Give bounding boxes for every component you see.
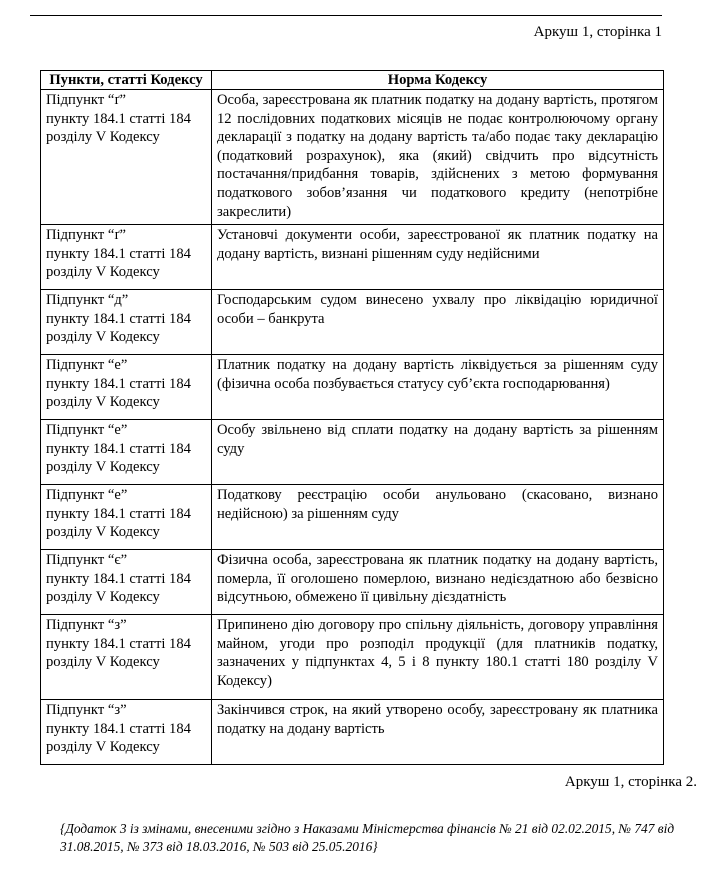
section-label: розділу V Кодексу: [46, 329, 160, 346]
section-label: розділу V Кодексу: [46, 459, 160, 476]
section-label: розділу V Кодексу: [46, 264, 160, 281]
article-reference-cell: [41, 550, 212, 615]
norm-text-cell: Податкову реєстрацію особи анульовано (скасовано, визнано недійсною) за рішенням суду: [212, 485, 664, 550]
column-header-articles: Пункти, статті Кодексу: [41, 71, 212, 90]
norm-text-cell: Закінчився строк, на який утворено особу, зареєстровану як платника податку на додану вартість: [212, 700, 664, 765]
norm-text-cell: Платник податку на додану вартість ліквідується за рішенням суду (фізична особа позбувається статусу суб’єкта господарювання): [212, 355, 664, 420]
column-header-norm: Норма Кодексу: [212, 71, 664, 90]
article-reference-cell: [41, 485, 212, 550]
article-reference-cell: [41, 420, 212, 485]
subparagraph-label: Підпункт “е”: [46, 357, 128, 373]
norm-text-cell: Особа, зареєстрована як платник податку на додану вартість, протягом 12 послідовних податкових місяців не подає контролюючому органу декларації з податку на додану вартість та/або подає таку декларацію (податковий розрахунок), яка (який) свідчить про відсутність постачання/придбання товарів, здійснених з метою формування податкового зобов’язання чи податкового кредиту (непотрібне закреслити): [212, 90, 664, 225]
norm-text-cell: Фізична особа, зареєстрована як платник податку на додану вартість, померла, її оголошено померлою, визнано недієздатною або безвісно відсутньою, обмежено її цивільну дієздатність: [212, 550, 664, 615]
table-row: [41, 290, 664, 355]
amendment-note: {Додаток 3 із змінами, внесеними згідно з Наказами Міністерства фінансів № 21 від 02.02.2015, № 747 від 31.08.2015, № 373 від 18.03.2016, № 503 від 25.05.2016}: [60, 821, 675, 854]
norm-text-cell: Особу звільнено від сплати податку на додану вартість за рішенням суду: [212, 420, 664, 485]
article-reference-cell: [41, 225, 212, 290]
table-row: [41, 615, 664, 700]
paragraph-label: пункту 184.1 статті 184: [46, 375, 191, 392]
table-row: [41, 700, 664, 765]
norm-text-cell: Господарським судом винесено ухвалу про ліквідацію юридичної особи – банкрута: [212, 290, 664, 355]
paragraph-label: пункту 184.1 статті 184: [46, 570, 191, 587]
sheet-page-label-bottom: Аркуш 1, сторінка 2.: [564, 774, 697, 790]
top-divider: [30, 15, 662, 16]
table-row: [41, 550, 664, 615]
table-header-row: [41, 71, 664, 90]
paragraph-label: пункту 184.1 статті 184: [46, 110, 191, 127]
section-label: розділу V Кодексу: [46, 524, 160, 541]
paragraph-label: пункту 184.1 статті 184: [46, 245, 191, 262]
article-reference-cell: [41, 290, 212, 355]
table-row: [41, 355, 664, 420]
norm-text-cell: Припинено дію договору про спільну діяльність, договору управління майном, угоди про розподіл продукції (для платників податку, зазначених у підпунктах 4, 5 і 8 пункту 180.1 статті 180 розділу V Кодексу): [212, 615, 664, 700]
subparagraph-label: Підпункт “є”: [46, 552, 128, 568]
paragraph-label: пункту 184.1 статті 184: [46, 310, 191, 327]
paragraph-label: пункту 184.1 статті 184: [46, 635, 191, 652]
section-label: розділу V Кодексу: [46, 654, 160, 671]
table-row: [41, 485, 664, 550]
subparagraph-label: Підпункт “з”: [46, 702, 127, 718]
table-row: [41, 225, 664, 290]
subparagraph-label: Підпункт “е”: [46, 422, 128, 438]
section-label: розділу V Кодексу: [46, 589, 160, 606]
article-reference-cell: [41, 355, 212, 420]
norm-text-cell: Установчі документи особи, зареєстрованої як платник податку на додану вартість, визнані рішенням суду недійсними: [212, 225, 664, 290]
table-row: [41, 420, 664, 485]
subparagraph-label: Підпункт “ґ”: [46, 227, 126, 243]
code-norms-table: [40, 70, 664, 765]
article-reference-cell: [41, 90, 212, 225]
subparagraph-label: Підпункт “е”: [46, 487, 128, 503]
paragraph-label: пункту 184.1 статті 184: [46, 720, 191, 737]
article-reference-cell: [41, 700, 212, 765]
table-row: [41, 90, 664, 225]
subparagraph-label: Підпункт “з”: [46, 617, 127, 633]
subparagraph-label: Підпункт “д”: [46, 292, 129, 308]
sheet-page-label-top: Аркуш 1, сторінка 1: [533, 24, 662, 40]
subparagraph-label: Підпункт “ґ”: [46, 92, 126, 108]
section-label: розділу V Кодексу: [46, 394, 160, 411]
section-label: розділу V Кодексу: [46, 739, 160, 756]
paragraph-label: пункту 184.1 статті 184: [46, 440, 191, 457]
section-label: розділу V Кодексу: [46, 129, 160, 146]
paragraph-label: пункту 184.1 статті 184: [46, 505, 191, 522]
article-reference-cell: [41, 615, 212, 700]
